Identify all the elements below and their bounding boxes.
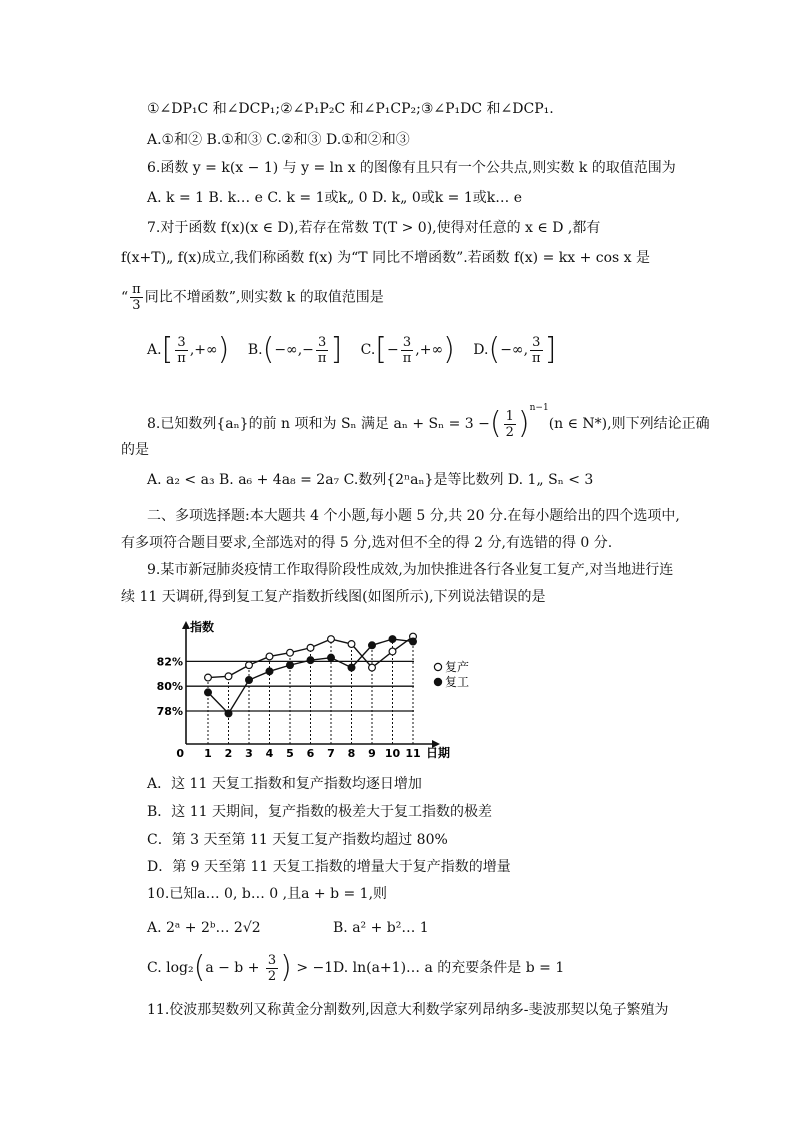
y-tick-label: 82% — [156, 655, 183, 669]
q10-option-a: A. 2ᵃ + 2ᵇ… 2√2 — [147, 920, 261, 936]
x-tick-label: 6 — [306, 747, 315, 760]
data-point-1 — [307, 657, 314, 664]
legend-marker — [434, 663, 441, 670]
q7-stem-rest: 同比不增函数”,则实数 k 的取值范围是 — [144, 289, 384, 306]
data-point-1 — [205, 689, 212, 696]
y-axis-label: 指数 — [190, 620, 215, 634]
data-point-0 — [225, 673, 232, 680]
data-point-1 — [266, 668, 273, 675]
section2-instructions-line2: 有多项符合题目要求,全部选对的得 5 分,选对但不全的得 2 分,有选错的得 0 分. — [121, 535, 613, 551]
q10-stem: 10.已知a… 0, b… 0 ,且a + b = 1,则 — [147, 886, 388, 902]
x-tick-label: 1 — [204, 747, 212, 760]
x-tick-label: 4 — [265, 747, 274, 760]
data-point-1 — [287, 662, 294, 669]
q9-option-b: B．这 11 天期间，复产指数的极差大于复工指数的极差 — [147, 804, 493, 820]
q7-quote: “ — [121, 289, 129, 306]
data-point-0 — [369, 664, 376, 671]
data-point-0 — [348, 641, 355, 648]
q7-option-c: C.[− $\frac{3}{\pi}$ ,+∞) — [360, 332, 455, 367]
q7-stem-line2: f(x+T)„ f(x)成立,我们称函数 f(x) 为“T 同比不增函数”.若函数 f(x) = kx + cos x 是 — [121, 250, 651, 266]
data-point-1 — [225, 710, 232, 717]
y-tick-label: 80% — [156, 680, 183, 694]
q9-option-c: C．第 3 天至第 11 天复工复产指数均超过 80% — [147, 832, 448, 848]
data-point-0 — [307, 644, 314, 651]
data-point-1 — [246, 677, 253, 684]
q7-option-d: D.(−∞, $\frac{3}{\pi}$ ] — [473, 332, 557, 367]
section2-instructions-line1: 二、多项选择题:本大题共 4 个小题,每小题 5 分,共 20 分.在每小题给出的四个选项中, — [147, 508, 680, 524]
q7-fraction: $\frac{\pi}{3}$ — [132, 282, 141, 313]
legend-label: 复工 — [445, 675, 470, 689]
q5-line: ①∠DP₁C 和∠DCP₁;②∠P₁P₂C 和∠P₁CP₂;③∠P₁DC 和∠DCP₁. — [147, 101, 554, 117]
x-tick-label: 11 — [405, 747, 421, 760]
q5-options: A.①和② B.①和③ C.②和③ D.①和②和③ — [147, 132, 410, 148]
q7-stem-line1: 7.对于函数 f(x)(x ∈ D),若存在常数 T(T > 0),使得对任意的 x ∈ D ,都有 — [147, 220, 601, 236]
q7-option-a: A.[ $\frac{3}{\pi}$ ,+∞) — [147, 332, 230, 367]
x-tick-label: 2 — [224, 747, 233, 760]
q10-option-d: D. ln(a+1)… a 的充要条件是 b = 1 — [333, 960, 565, 976]
q11-stem-line1: 11.佼波那契数列又称黄金分割数列,因意大利数学家列昂纳多-斐波那契以兔子繁殖为 — [147, 1002, 669, 1018]
q9-option-d: D．第 9 天至第 11 天复工指数的增量大于复产指数的增量 — [147, 859, 511, 875]
legend-label: 复产 — [445, 660, 470, 674]
x-tick-label: 5 — [286, 747, 294, 760]
q8-stem-tail: 的是 — [121, 442, 149, 458]
y-axis-arrow — [182, 621, 190, 629]
q9-option-a: A．这 11 天复工指数和复产指数均逐日增加 — [147, 776, 422, 792]
q6-stem: 6.函数 y = k(x − 1) 与 y = ln x 的图像有且只有一个公共点,则实数 k 的取值范围为 — [147, 160, 676, 176]
data-point-1 — [369, 642, 376, 649]
q8-options: A. a₂ < a₃ B. a₆ + 4a₈ = 2a₇ C.数列{2ⁿaₙ}是等比数列 D. 1„ Sₙ < 3 — [147, 472, 594, 488]
q9-stem-line1: 9.某市新冠肺炎疫情工作取得阶段性成效,为加快推进各行各业复工复产,对当地进行连 — [147, 562, 674, 578]
data-point-1 — [348, 664, 355, 671]
data-point-1 — [328, 654, 335, 661]
x-tick-label: 7 — [327, 747, 335, 760]
data-point-0 — [389, 648, 396, 655]
data-point-1 — [410, 638, 417, 645]
q8-stem: 8.已知数列{aₙ}的前 n 项和为 Sₙ 满足 aₙ + Sₙ = 3 −( $\frac{1}{2}$ )$^{n-1}$(n ∈ N*),则下列结论正确 — [147, 403, 710, 441]
data-point-0 — [246, 662, 253, 669]
legend-marker — [434, 678, 441, 685]
q6-options: A. k = 1 B. k… e C. k = 1或k„ 0 D. k„ 0或k = 1或k… e — [147, 190, 522, 206]
x-tick-label: 10 — [384, 747, 401, 760]
q9-stem-line2: 续 11 天调研,得到复工复产指数折线图(如图所示),下列说法错误的是 — [121, 589, 546, 605]
origin-label: 0 — [176, 747, 184, 760]
data-point-0 — [266, 653, 273, 660]
x-axis-label: 日期 — [426, 746, 451, 760]
data-point-0 — [205, 674, 212, 681]
y-tick-label: 78% — [156, 705, 183, 718]
q7-stem-line3 — [121, 282, 384, 313]
x-tick-label: 9 — [368, 747, 376, 760]
q10-option-b: B. a² + b²… 1 — [333, 920, 429, 936]
data-point-0 — [287, 649, 294, 656]
x-tick-label: 8 — [347, 747, 356, 760]
x-tick-label: 3 — [245, 747, 253, 760]
data-point-1 — [389, 636, 396, 643]
data-point-0 — [328, 636, 335, 643]
q7-options — [147, 330, 570, 370]
q7-option-b: B.(−∞,− $\frac{3}{\pi}$ ] — [247, 332, 343, 367]
index-line-chart — [156, 617, 470, 760]
q10-option-c: C. log₂(a − b + $\frac{3}{2}$ ) > −1 — [147, 950, 334, 985]
